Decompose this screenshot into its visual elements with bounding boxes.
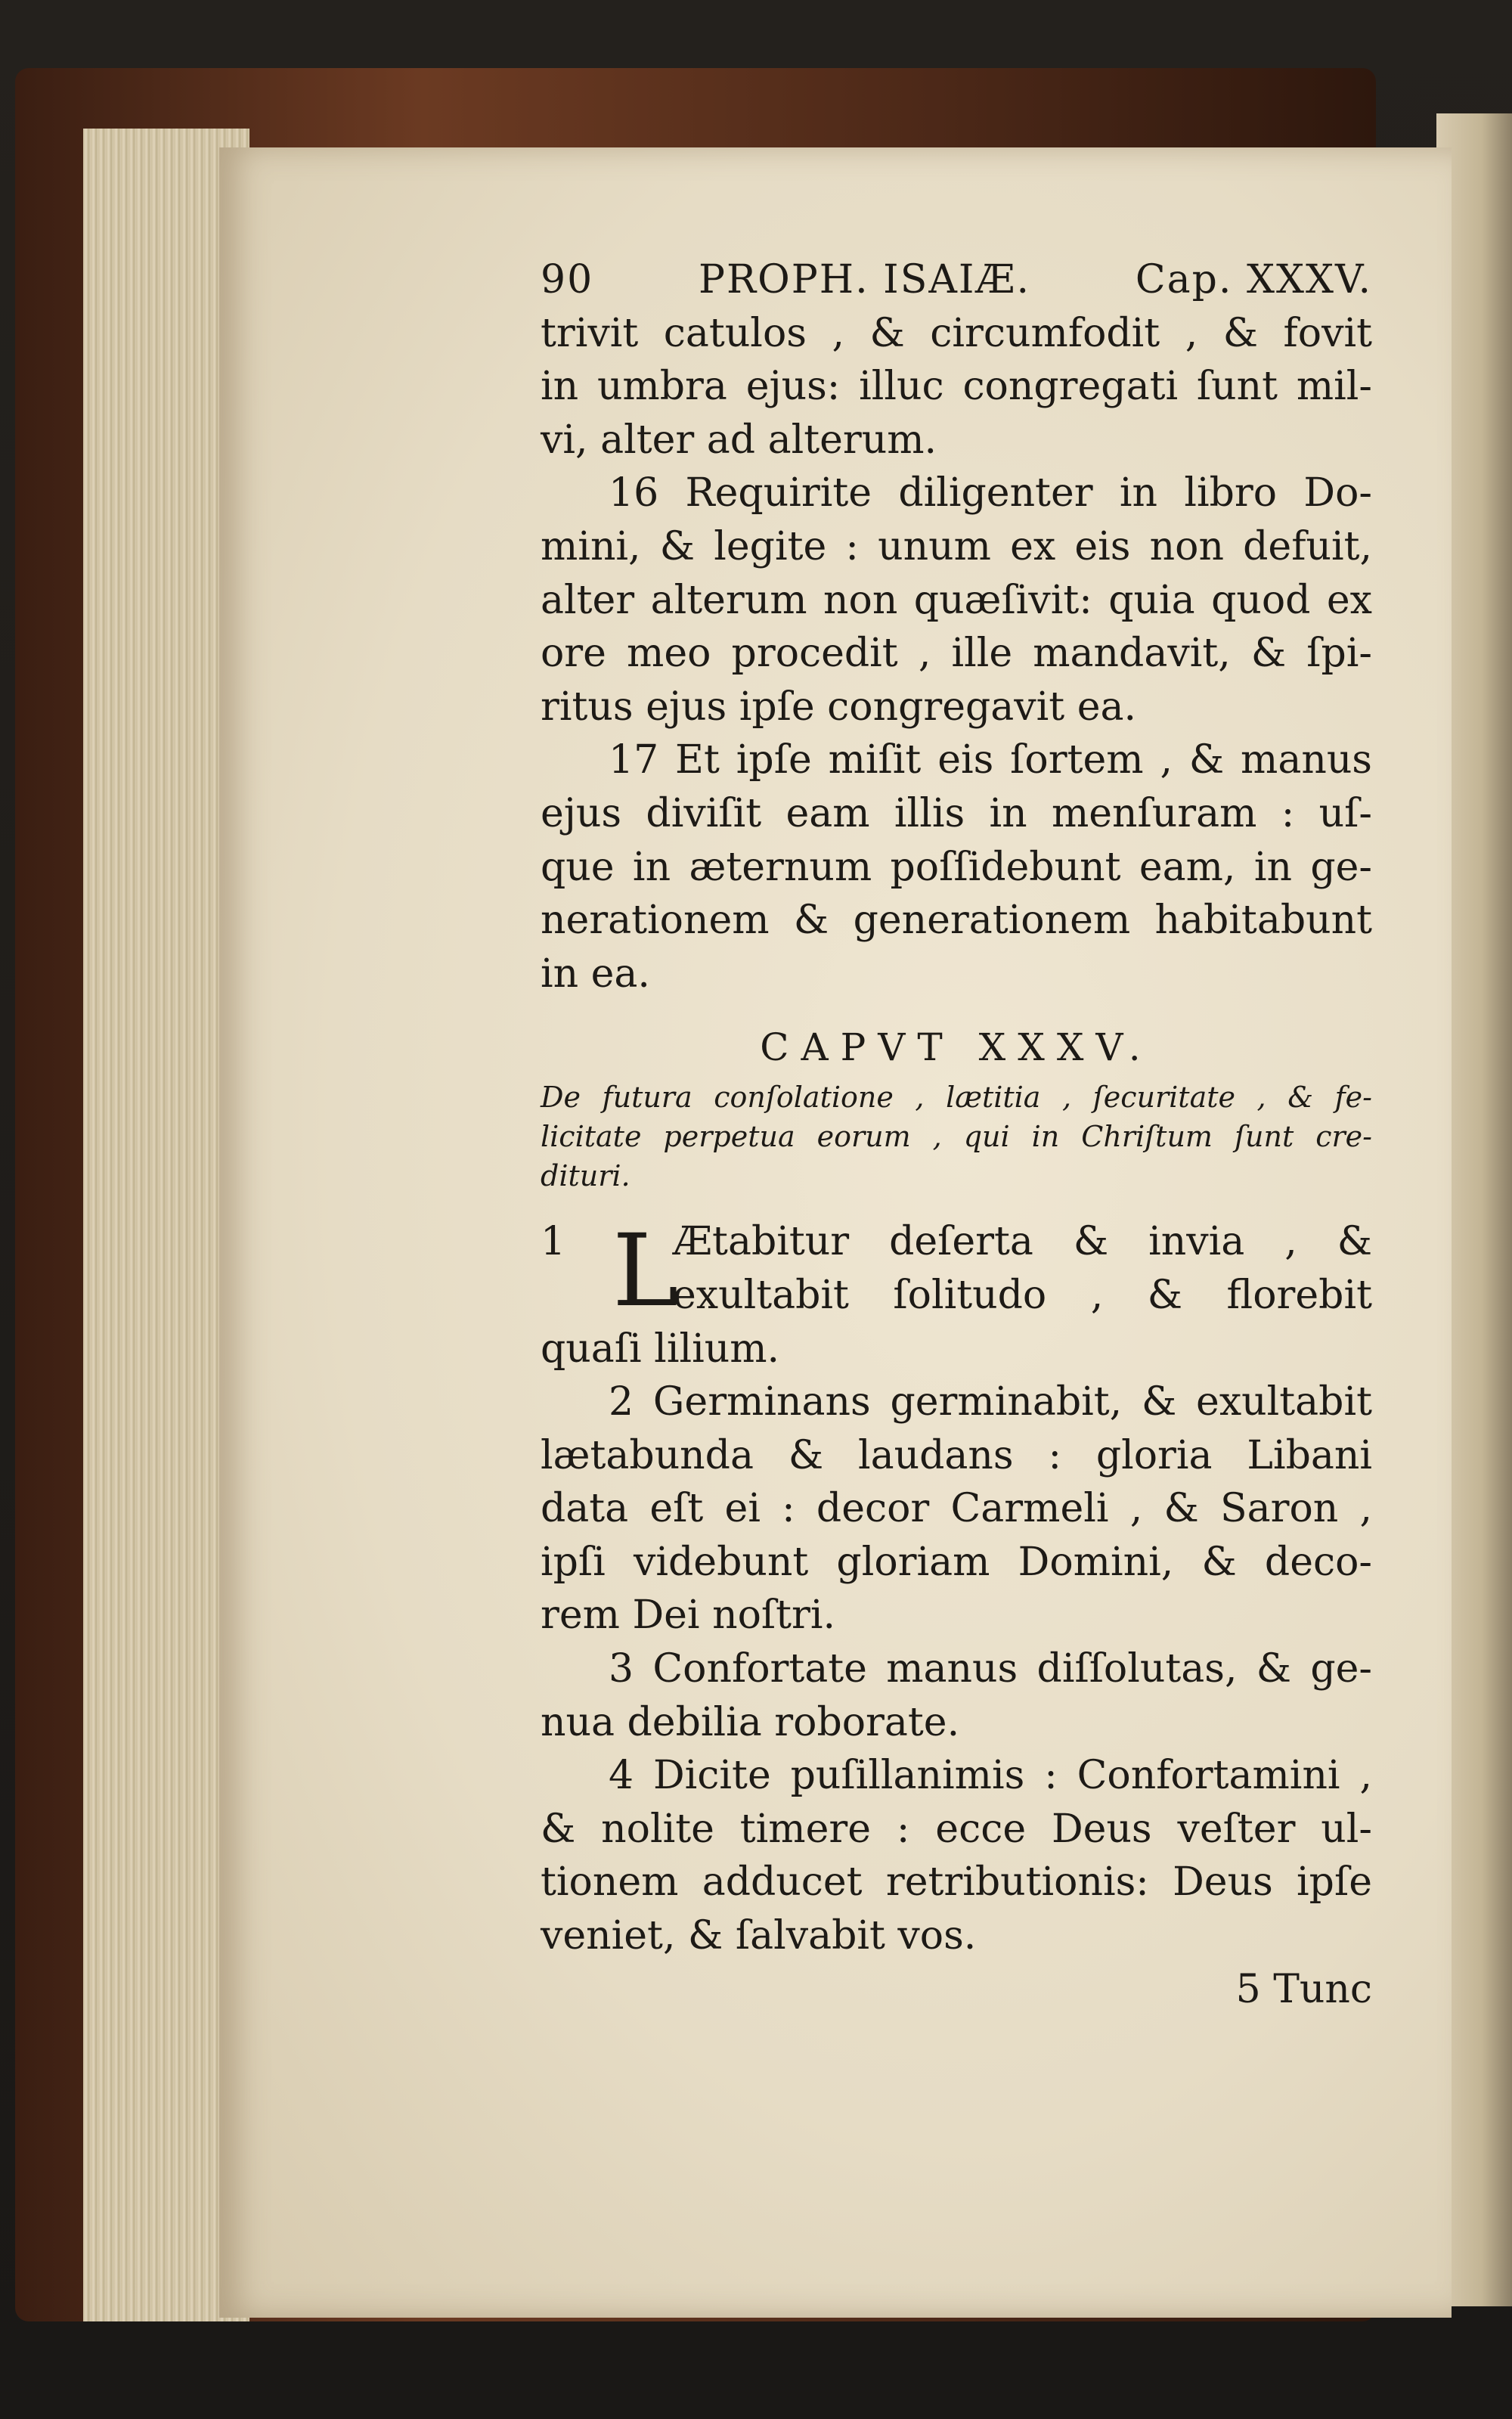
text-line: ore meo procedit , ille mandavit, & ſpi-: [541, 631, 1372, 677]
text-line: quaſi lilium.: [541, 1326, 780, 1372]
running-title: PROPH. ISAIÆ.: [698, 257, 1030, 302]
text-line: alter alterum non quæſivit: quia quod ex: [541, 577, 1372, 623]
chapter-summary-line: licitate perpetua eorum , qui in Chriſtum ſunt cre-: [541, 1120, 1372, 1154]
verse-3-start: 3 Confortate manus diſſolutas, & ge-: [609, 1646, 1372, 1692]
text-line: veniet, & ſalvabit vos.: [541, 1913, 977, 1959]
text-line: lætabunda & laudans : gloria Libani: [541, 1432, 1372, 1478]
text-line: nerationem & generationem habitabunt: [541, 898, 1372, 944]
text-line: data eſt ei : decor Carmeli , & Saron ,: [541, 1486, 1372, 1532]
running-header: [541, 253, 1372, 307]
text-line: & nolite timere : ecce Deus veſter ul-: [541, 1806, 1372, 1852]
chapter-reference: Cap. XXXV.: [1135, 257, 1372, 302]
page-number: 90: [541, 257, 594, 302]
verse-4-start: 4 Dicite puſillanimis : Confortamini ,: [609, 1753, 1372, 1799]
verse-16-start: 16 Requirite diligenter in libro Do-: [609, 470, 1372, 516]
text-line: tionem adducet retributionis: Deus ipſe: [541, 1859, 1372, 1906]
text-line: in umbra ejus: illuc congregati ſunt mil-: [541, 364, 1372, 410]
text-line: ritus ejus ipſe congregavit ea.: [541, 684, 1137, 730]
chapter-summary-line: dituri.: [541, 1159, 631, 1193]
verse-1-block: [541, 1215, 1372, 1375]
chapter-heading: CAPVT XXXV.: [760, 1025, 1153, 1070]
chapter-summary-line: De futura conſolatione , lætitia , ſecuritate , & fe-: [541, 1081, 1372, 1115]
page-text: [541, 253, 1372, 2016]
text-line: mini, & legite : unum ex eis non defuit,: [541, 523, 1372, 569]
verse-1-number: 1: [541, 1219, 566, 1265]
text-line: trivit catulos , & circumfodit , & fovit: [541, 310, 1372, 356]
text-line: Ætabitur deſerta & invia , &: [673, 1219, 1372, 1265]
text-line: in ea.: [541, 951, 650, 997]
text-line: ipſi videbunt gloriam Domini, & deco-: [541, 1539, 1372, 1585]
text-line: vi, alter ad alterum.: [541, 417, 937, 463]
text-line: que in æternum poſſidebunt eam, in ge-: [541, 844, 1372, 890]
text-line: exultabit ſolitudo , & florebit: [673, 1272, 1372, 1318]
text-line: rem Dei noſtri.: [541, 1593, 836, 1639]
drop-capital: L: [612, 1213, 679, 1330]
text-line: ejus diviſit eam illis in menſuram : uſ-: [541, 790, 1372, 836]
catchword: 5 Tunc: [1235, 1966, 1372, 2012]
verse-17-start: 17 Et ipſe miſit eis ſortem , & manus: [609, 737, 1372, 783]
verse-2-start: 2 Germinans germinabit, & exultabit: [609, 1379, 1372, 1425]
text-line: nua debilia roborate.: [541, 1699, 960, 1745]
